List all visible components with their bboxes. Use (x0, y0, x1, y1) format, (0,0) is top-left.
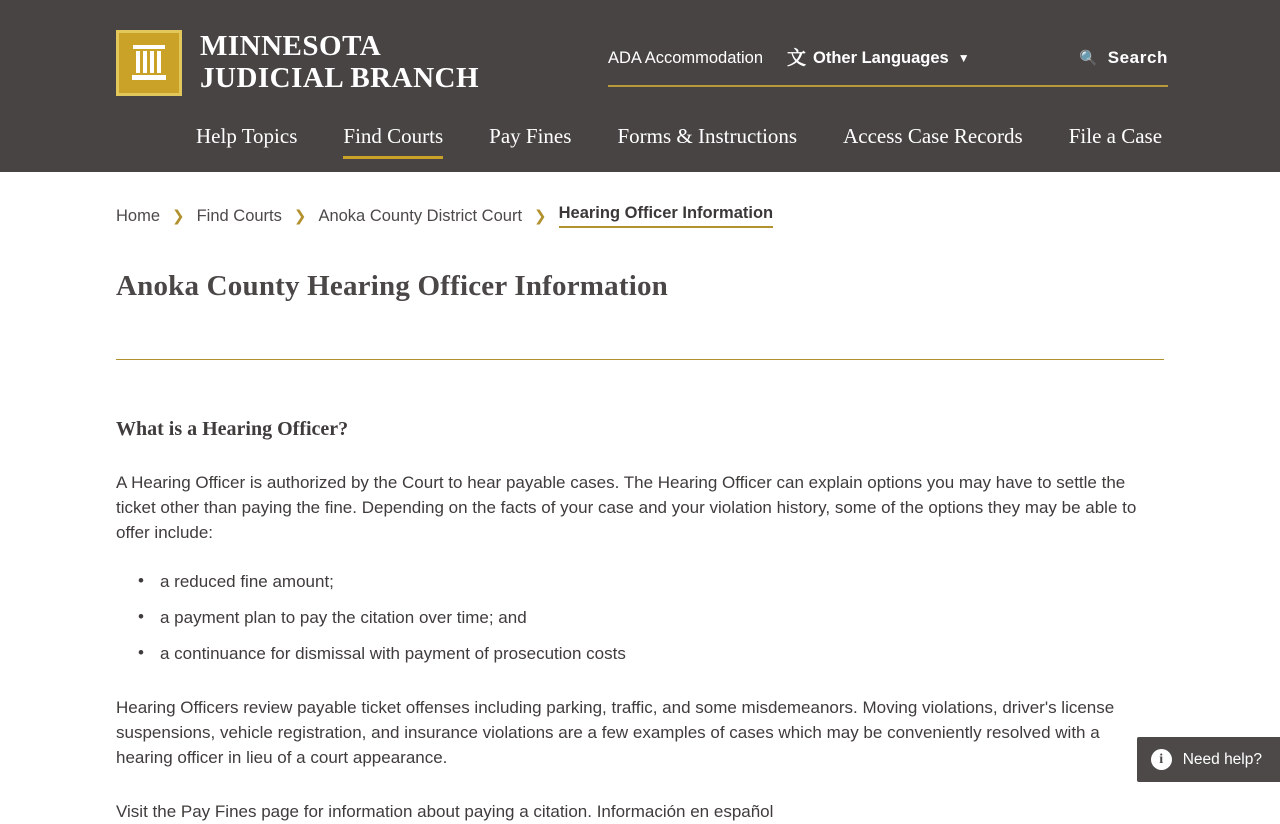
utility-nav-divider (608, 85, 1168, 87)
nav-item-help-topics[interactable]: Help Topics (196, 124, 298, 148)
site-header (0, 0, 1280, 172)
nav-item-find-courts[interactable]: Find Courts (320, 124, 466, 159)
header-inner (0, 0, 1280, 172)
courthouse-pillar-icon (116, 30, 182, 96)
breadcrumb-item-home[interactable]: Home (116, 206, 161, 225)
breadcrumb (116, 172, 1164, 228)
ada-accommodation-link[interactable]: ADA Accommodation (608, 48, 763, 67)
main-nav (116, 124, 1185, 159)
list-item: • a payment plan to pay the citation over time; and (138, 605, 1164, 630)
search-icon: 🔍 (1079, 49, 1099, 67)
breadcrumb-item-current: Hearing Officer Information (559, 204, 774, 228)
nav-item-forms-instructions[interactable]: Forms & Instructions (617, 124, 798, 148)
page-title: Anoka County Hearing Officer Information (116, 270, 669, 302)
other-languages-label: Other Languages (813, 48, 949, 67)
breadcrumb-item-anoka-county-district-court[interactable]: Anoka County District Court (318, 206, 523, 225)
paragraph-intro: A Hearing Officer is authorized by the Court to hear payable cases. The Hearing Officer can explain options you may have to settle the ticket other than paying the fine. Depending on the facts of your case and your violation history, some of the options they may be able to offer include: (116, 473, 1137, 542)
logo-line-2: JUDICIAL BRANCH (200, 62, 480, 94)
breadcrumb-item-find-courts[interactable]: Find Courts (196, 206, 282, 225)
site-logo-link[interactable] (116, 30, 479, 96)
chevron-down-icon: ▼ (957, 51, 970, 65)
search-button[interactable] (1079, 48, 1168, 68)
logo-line-1: MINNESOTA (200, 30, 382, 63)
chevron-right-icon: ❯ (534, 207, 547, 225)
nav-item-access-case-records[interactable]: Access Case Records (843, 124, 1023, 148)
other-languages-button[interactable] (787, 46, 970, 69)
paragraph-pay-fines: Visit the Pay Fines page for information about paying a citation. Información en español (116, 802, 774, 821)
chevron-right-icon: ❯ (293, 207, 307, 225)
search-label: Search (1107, 48, 1168, 67)
section-heading: What is a Hearing Officer? (116, 418, 349, 440)
chevron-right-icon: ❯ (172, 207, 185, 225)
need-help-widget[interactable] (1137, 737, 1280, 782)
need-help-label: Need help? (1182, 750, 1262, 768)
paragraph-review: Hearing Officers review payable ticket offenses including parking, traffic, and some misdemeanors. Moving violations, driver's license suspensions, vehicle registration, and insurance violations are a few examples of cases which may be conveniently resolved with a hearing officer in lieu of a court appearance. (116, 698, 1115, 767)
nav-item-file-a-case[interactable]: File a Case (1068, 124, 1163, 148)
translate-icon: 文 (787, 46, 807, 69)
info-icon: i (1151, 749, 1172, 770)
nav-item-pay-fines[interactable]: Pay Fines (489, 124, 572, 148)
main-content (0, 172, 1280, 819)
list-item: • a continuance for dismissal with payment of prosecution costs (138, 641, 1164, 666)
utility-nav (608, 48, 1168, 68)
options-list (116, 569, 1164, 666)
title-divider (116, 359, 1164, 360)
site-logo-text (200, 31, 479, 95)
list-item: • a reduced fine amount; (138, 569, 1164, 594)
